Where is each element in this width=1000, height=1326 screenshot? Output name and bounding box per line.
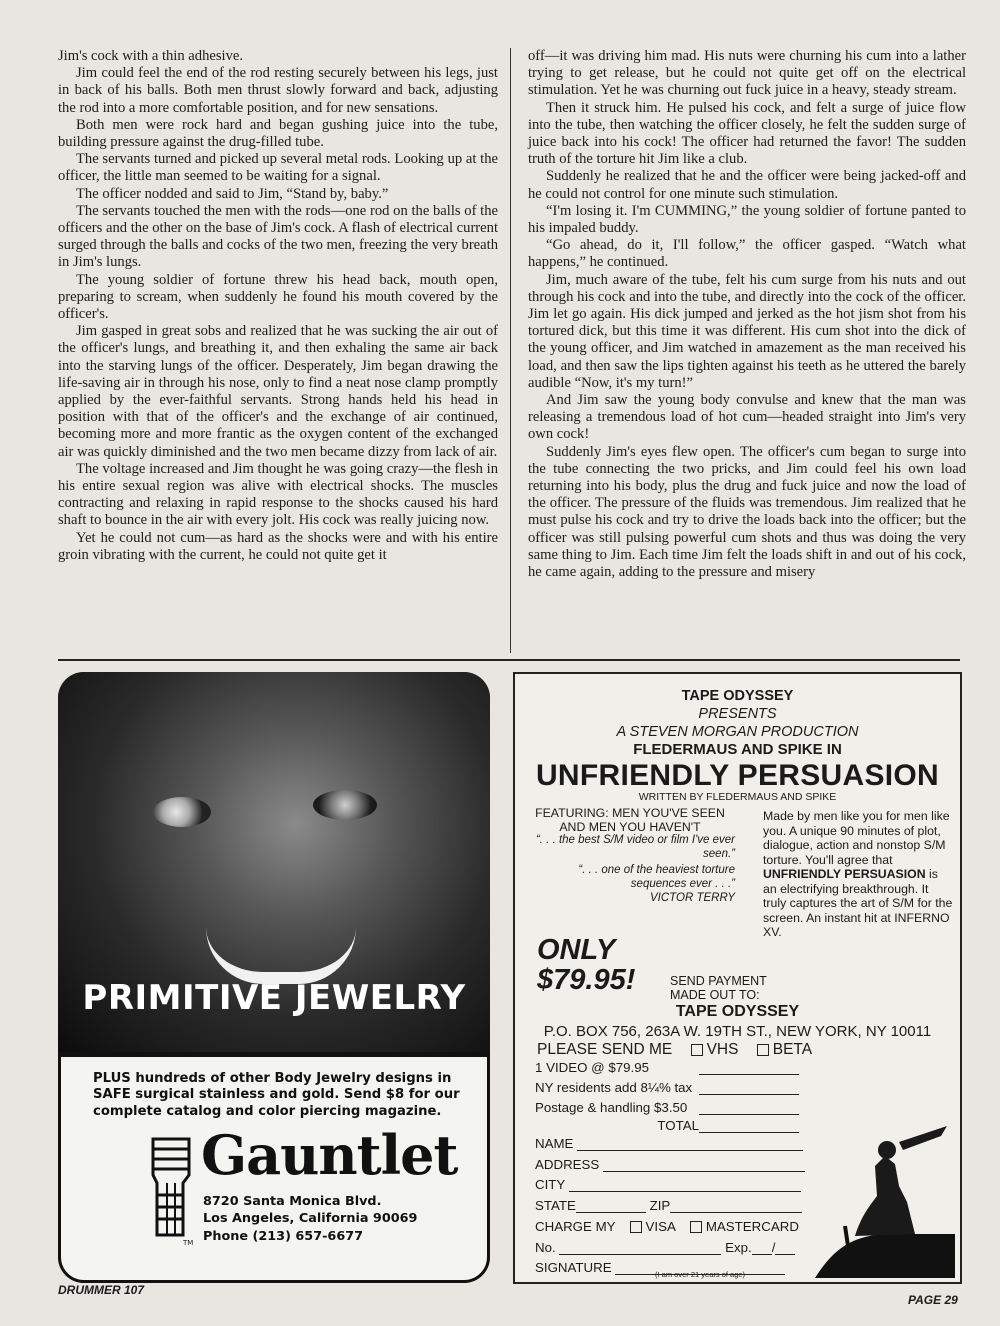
gauntlet-ad-info <box>58 1054 490 1283</box>
state-field[interactable] <box>576 1212 646 1213</box>
column-divider <box>510 48 511 653</box>
ad-blurb <box>763 809 953 940</box>
state-label: STATE <box>535 1198 576 1213</box>
signature-label: SIGNATURE <box>535 1260 612 1275</box>
paragraph: Suddenly Jim's eyes flew open. The officer's cum began to surge into the tube connecting the two pricks, and Jim could feel his own load returning into his body, plus the drug and fuck juice and now the load of the officer. The pressure of the fluids was tremendous. Jim realized that he must pulse his cock and try to drive the loads back into the officer; but the officer was still pulsing powerful cum shots and thus was doing the very same thing to Jim. Each time Jim felt the loads shift in and out of his cock, he came again, adding to the pressure and misery <box>528 443 966 581</box>
visa-checkbox[interactable] <box>630 1221 642 1233</box>
paragraph: And Jim saw the young body convulse and knew that the man was releasing a tremendous load of hot cum—headed straight into Jim's very own cock! <box>528 392 966 443</box>
name-row <box>535 1136 803 1151</box>
nose-ring-image <box>206 927 356 984</box>
city-field[interactable] <box>569 1191 801 1192</box>
paragraph: “Go ahead, do it, I'll follow,” the officer gasped. “Watch what happens,” he continued. <box>528 237 966 271</box>
paragraph: Jim could feel the end of the rod resting securely between his legs, just in back of his balls. Both men thrust slowly forward and back, adjusting the rod into a more comfortable position, and for new sensations. <box>58 65 498 116</box>
paragraph: Jim gasped in great sobs and realized that he was sucking the air out of the officer's lungs, and breathing it, and then exhaling the same air back into the starving lungs of the officer. Desperately, Jim began drawing the life-saving air in through his nose, only to find a neat nose clamp promptly applied by the ever-faithful servants. Strong hands held his head in position with that of the officer's and the exchange of air continued, becoming more and more frantic as the oxygen content of the exchanged air was quickly diminished and the two men became dizzy from lack of air. <box>58 323 498 460</box>
paragraph: Jim, much aware of the tube, felt his cum surge from his nuts and out through his cock and into the tube, and directly into the cock of the officer. Jim let go again. His dick jumped and jerked as the hot jism shot from his tortured dick, but this time it was different. His cum shot into the dick of the young officer, and Jim watched in amazement as the man received his load, and then saw the lips tighten against his teeth as he uttered the barely audible “Now, it's my turn!” <box>528 271 966 391</box>
amount-field[interactable] <box>699 1074 799 1075</box>
section-divider <box>58 659 960 661</box>
blurb-text: is an electrifying breakthrough. It truly captures the art of S/M for the screen. An instant hit at INFERNO XV. <box>763 867 953 939</box>
order-format-row <box>537 1041 812 1059</box>
order-line <box>535 1060 799 1075</box>
exp-label: Exp. <box>725 1240 752 1255</box>
exp-month-field[interactable] <box>752 1254 772 1255</box>
please-send-label: PLEASE SEND ME <box>537 1041 673 1058</box>
tape-odyssey-ad <box>513 672 962 1284</box>
page-number: PAGE 29 <box>908 1293 958 1307</box>
warrior-figure-image <box>815 1126 955 1278</box>
amount-field[interactable] <box>699 1094 799 1095</box>
card-number-field[interactable] <box>559 1254 721 1255</box>
stars-credit: FLEDERMAUS AND SPIKE IN <box>633 741 842 758</box>
city-label: CITY <box>535 1177 566 1192</box>
card-row: No. Exp. / <box>535 1240 795 1255</box>
name-field[interactable] <box>577 1150 803 1151</box>
article-left-column <box>58 48 498 564</box>
film-title: UNFRIENDLY PERSUASION <box>535 759 940 792</box>
beta-label: BETA <box>772 1041 813 1058</box>
eye-image <box>153 797 211 827</box>
amount-field[interactable] <box>699 1114 799 1115</box>
paragraph: Both men were rock hard and began gushing juice into the tube, building pressure against the drug-filled tube. <box>58 116 498 151</box>
order-line-label: Postage & handling $3.50 <box>535 1100 688 1115</box>
writer-credit: WRITTEN BY FLEDERMAUS AND SPIKE <box>638 791 837 803</box>
paragraph: The servants touched the men with the rods—one rod on the balls of the officers and the other on the base of Jim's cock. A flash of electrical current surged through the balls and cocks of the two men, freezing the very breath in Jim's lungs. <box>58 202 498 271</box>
card-number-label: No. <box>535 1240 556 1255</box>
blurb-text: Made by men like you for men like you. A unique 90 minutes of plot, dialogue, action and nonstop S/M torture. You'll agree that <box>763 809 950 867</box>
order-line-label: 1 VIDEO @ $79.95 <box>535 1060 650 1075</box>
visa-label: VISA <box>645 1219 676 1234</box>
total-label: TOTAL <box>657 1118 699 1133</box>
paragraph: Suddenly he realized that he and the officer were being jacked-off and he could not control for one minute such stimulation. <box>528 168 966 202</box>
total-field[interactable] <box>699 1132 799 1133</box>
address-field[interactable] <box>603 1171 805 1172</box>
featuring-text: FEATURING: MEN YOU'VE SEEN AND MEN YOU HAVEN'T <box>535 806 725 834</box>
paragraph: Yet he could not cum—as hard as the shocks were and with his entire groin vibrating with the current, he could not quite get it <box>58 529 498 563</box>
price: $79.95! <box>537 964 636 996</box>
charge-label: CHARGE MY <box>535 1219 616 1234</box>
age-note: (I am over 21 years of age) <box>655 1270 746 1279</box>
phone-number: Phone (213) 657-6677 <box>203 1228 364 1244</box>
beta-checkbox[interactable] <box>757 1044 769 1056</box>
critic-name: VICTOR TERRY <box>650 892 735 904</box>
eye-image <box>313 790 377 820</box>
mastercard-label: MASTERCARD <box>705 1219 799 1234</box>
address-line: Los Angeles, California 90069 <box>203 1211 418 1227</box>
brand-address <box>203 1193 417 1245</box>
production-credit: A STEVEN MORGAN PRODUCTION <box>616 724 859 740</box>
paragraph: The servants turned and picked up several metal rods. Looking up at the officer, the little man seemed to be waiting for a signal. <box>58 151 498 185</box>
ad-headline: PRIMITIVE JEWELRY <box>82 978 466 1018</box>
review-quote: “. . . one of the heaviest torture sequences ever . . .” <box>578 864 735 890</box>
review-quote: “. . . the best S/M video or film I've ever seen.” <box>535 834 735 860</box>
address-row <box>535 1157 805 1172</box>
gauntlet-ad <box>58 672 490 1283</box>
zip-label: ZIP <box>649 1198 671 1213</box>
vhs-label: VHS <box>706 1041 739 1058</box>
paragraph: off—it was driving him mad. His nuts were churning his cum into a lather trying to get release, but he could not quite get off on the electrical stimulation. Yet he was churning out fuck juice in a heavy, steady stream. <box>528 48 966 99</box>
paragraph: The officer nodded and said to Jim, “Stand by, baby.” <box>76 185 389 202</box>
article-right-column <box>528 48 966 581</box>
paragraph: The voltage increased and Jim thought he was going crazy—the flesh in his entire sexual region was alive with electrical shocks. The muscles contracting and relaxing in rapid response to the shocks caused his hard shaft to bounce in the air with every jolt. His cock was really juicing now. <box>58 460 498 529</box>
payee-name: TAPE ODYSSEY <box>675 1003 800 1020</box>
paragraph: “I'm losing it. I'm CUMMING,” the young soldier of fortune panted to his impaled buddy. <box>528 202 966 237</box>
publication-issue: DRUMMER 107 <box>58 1283 145 1297</box>
order-line <box>535 1080 799 1095</box>
order-line-label: NY residents add 8¼% tax <box>535 1080 693 1095</box>
address-label: ADDRESS <box>535 1157 600 1172</box>
paragraph: Jim's cock with a thin adhesive. <box>58 48 244 64</box>
mastercard-checkbox[interactable] <box>690 1221 702 1233</box>
send-payment-note: SEND PAYMENT MADE OUT TO: <box>670 974 767 1002</box>
brand-name: Gauntlet <box>201 1123 458 1187</box>
order-line <box>535 1118 799 1133</box>
charge-row <box>535 1219 799 1234</box>
presents-text: PRESENTS <box>698 706 777 722</box>
city-row <box>535 1177 801 1192</box>
gauntlet-glove-icon <box>147 1135 195 1239</box>
only-label: ONLY <box>537 934 616 966</box>
order-line <box>535 1100 799 1115</box>
ad-body-text: PLUS hundreds of other Body Jewelry designs in SAFE surgical stainless and gold. Send $8 for our complete catalog and color piercing magazine. <box>93 1071 460 1119</box>
exp-year-field[interactable] <box>775 1254 795 1255</box>
paragraph: The young soldier of fortune threw his head back, mouth open, preparing to scream, when suddenly he found his mouth covered by the officer's. <box>58 271 498 323</box>
trademark-mark: TM <box>183 1239 194 1247</box>
vhs-checkbox[interactable] <box>691 1044 703 1056</box>
mailing-address: P.O. BOX 756, 263A W. 19TH ST., NEW YORK, NY 10011 <box>543 1023 932 1040</box>
state-zip-row <box>535 1198 802 1213</box>
paragraph: Then it struck him. He pulsed his cock, and felt a surge of juice flow into the tube, then watching the officer closely, he felt the sudden surge of juice back into his cock! The officer had returned the favor! The sudden truth of the torture hit Jim like a club. <box>528 99 966 168</box>
name-label: NAME <box>535 1136 574 1151</box>
zip-field[interactable] <box>670 1212 802 1213</box>
blurb-title: UNFRIENDLY PERSUASION <box>763 867 926 881</box>
company-name: TAPE ODYSSEY <box>681 688 794 704</box>
address-line: 8720 Santa Monica Blvd. <box>203 1194 382 1209</box>
